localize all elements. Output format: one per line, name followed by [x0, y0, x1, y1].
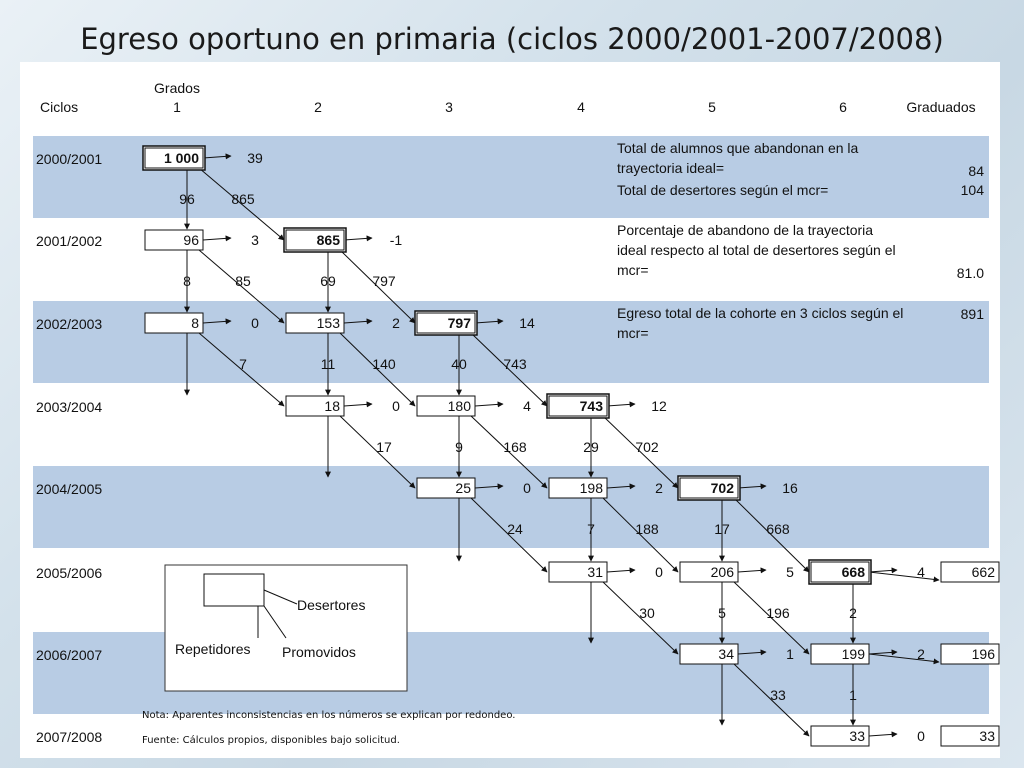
desertores-value: 4 [523, 398, 531, 414]
cohort-box-value: 18 [324, 398, 340, 414]
repeater-value: 69 [320, 273, 336, 289]
repeater-value: 96 [179, 191, 195, 207]
repeater-value: 5 [718, 605, 726, 621]
desertores-arrow [344, 404, 372, 406]
repeater-value: 1 [849, 687, 857, 703]
legend [165, 565, 407, 691]
repeater-value: 17 [714, 521, 730, 537]
desertores-value: 12 [651, 398, 667, 414]
cohort-box-value: 96 [183, 232, 199, 248]
graduation-arrow [869, 572, 939, 580]
promoted-value: 702 [635, 439, 659, 455]
desertores-arrow [344, 238, 372, 240]
desertores-value: 2 [655, 480, 663, 496]
desertores-value: -1 [389, 232, 403, 248]
grade-header: 5 [708, 99, 716, 115]
desertores-value: 0 [917, 728, 925, 744]
repeater-value: 2 [849, 605, 857, 621]
repeater-value: 9 [455, 439, 463, 455]
cohort-box-value: 668 [841, 564, 865, 580]
cycle-labels [36, 151, 102, 745]
promoted-value: 797 [372, 273, 396, 289]
cohort-flow-diagram [20, 62, 1000, 758]
promoted-value: 188 [635, 521, 659, 537]
cycle-label: 2006/2007 [36, 647, 103, 663]
promoted-value: 140 [372, 356, 396, 372]
desertores-arrow [607, 570, 635, 572]
repeater-value: 11 [320, 356, 336, 372]
desertores-value: 0 [523, 480, 531, 496]
cycle-label: 2000/2001 [36, 151, 103, 167]
promoted-value: 85 [235, 273, 251, 289]
repeater-value: 7 [587, 521, 595, 537]
slide-title: Egreso oportuno en primaria (ciclos 2000/2001-2007/2008) [80, 22, 944, 56]
promoted-value: 743 [503, 356, 527, 372]
cohort-box-value: 196 [971, 646, 995, 662]
legend-desertores-label: Desertores [297, 597, 366, 613]
desertores-value: 2 [917, 646, 925, 662]
grade-header: 3 [445, 99, 453, 115]
cycle-label: 2004/2005 [36, 481, 103, 497]
ciclos-header: Ciclos [40, 99, 79, 115]
stat-porcentaje-label-1: Porcentaje de abandono de la trayectoria [617, 222, 874, 238]
desertores-arrow [475, 404, 503, 406]
stat-abandono-label-2: trayectoria ideal= [617, 160, 725, 176]
promoted-value: 865 [231, 191, 255, 207]
legend-promovidos-label: Promovidos [282, 644, 356, 660]
cohort-diagram-panel [20, 62, 1000, 758]
cohort-box-value: 33 [849, 728, 865, 744]
desertores-value: 0 [251, 315, 259, 331]
stat-egreso-label-2: mcr= [617, 325, 649, 341]
desertores-value: 0 [655, 564, 663, 580]
cycle-label: 2002/2003 [36, 316, 103, 332]
promoted-value: 24 [507, 521, 523, 537]
desertores-value: 0 [392, 398, 400, 414]
desertores-value: 1 [786, 646, 794, 662]
desertores-value: 3 [251, 232, 259, 248]
cycle-label: 2005/2006 [36, 565, 103, 581]
desertores-value: 2 [392, 315, 400, 331]
stat-porcentaje-label-2: ideal respecto al total de desertores según el [617, 242, 896, 258]
grade-header: 4 [577, 99, 585, 115]
cohort-box-value: 34 [718, 646, 734, 662]
graduados-header: Graduados [906, 99, 976, 115]
cohort-box-value: 206 [710, 564, 734, 580]
desertores-arrow [607, 404, 635, 406]
desertores-arrow [203, 238, 231, 240]
cohort-box-value: 797 [447, 315, 471, 331]
cycle-label: 2001/2002 [36, 233, 103, 249]
desertores-value: 5 [786, 564, 794, 580]
cohort-box-value: 198 [579, 480, 603, 496]
repeater-value: 8 [183, 273, 191, 289]
cohort-box-value: 199 [841, 646, 865, 662]
repeater-value: 40 [451, 356, 467, 372]
cycle-label: 2003/2004 [36, 399, 103, 415]
grade-header: 6 [839, 99, 847, 115]
cohort-box-value: 865 [316, 232, 340, 248]
desertores-value: 39 [247, 150, 263, 166]
nota-footnote: Nota: Aparentes inconsistencias en los números se explican por redondeo. [142, 710, 516, 721]
stat-egreso-value: 891 [960, 306, 984, 322]
stat-desertores-value: 104 [960, 182, 984, 198]
cohort-box-value: 33 [979, 728, 995, 744]
promoted-value: 668 [766, 521, 790, 537]
stat-egreso-label-1: Egreso total de la cohorte en 3 ciclos según el [617, 305, 904, 321]
desertores-arrow [869, 734, 897, 736]
cycle-label: 2007/2008 [36, 729, 103, 745]
grados-header: Grados [154, 80, 200, 96]
stat-porcentaje-label-3: mcr= [617, 262, 649, 278]
promoted-value: 168 [503, 439, 527, 455]
desertores-value: 4 [917, 564, 925, 580]
desertores-value: 14 [519, 315, 535, 331]
grade-header: 2 [314, 99, 322, 115]
desertores-arrow [869, 570, 897, 572]
stat-porcentaje-value: 81.0 [956, 265, 984, 281]
cohort-box-value: 8 [191, 315, 199, 331]
stat-abandono-label-1: Total de alumnos que abandonan en la [617, 140, 859, 156]
promoted-value: 7 [239, 356, 247, 372]
promoted-value: 17 [376, 439, 392, 455]
desertores-arrow [738, 570, 766, 572]
cohort-box-value: 180 [447, 398, 471, 414]
cohort-box-value: 743 [579, 398, 603, 414]
grade-header: 1 [173, 99, 181, 115]
cohort-box-value: 31 [587, 564, 603, 580]
repeater-value: 29 [583, 439, 599, 455]
fuente-footnote: Fuente: Cálculos propios, disponibles bajo solicitud. [142, 735, 400, 746]
legend-frame [165, 565, 407, 691]
cohort-box-value: 662 [971, 564, 995, 580]
stat-desertores-label: Total de desertores según el mcr= [617, 182, 829, 198]
cohort-box-value: 1 000 [163, 150, 199, 166]
promoted-value: 196 [766, 605, 790, 621]
grade-headers [173, 99, 847, 115]
stat-abandono-value: 84 [968, 163, 984, 179]
cohort-box-value: 702 [710, 480, 734, 496]
cohort-box-value: 153 [316, 315, 340, 331]
desertores-value: 16 [782, 480, 798, 496]
promoted-value: 33 [770, 687, 786, 703]
cohort-box-value: 25 [455, 480, 471, 496]
legend-repetidores-label: Repetidores [175, 641, 251, 657]
promoted-value: 30 [639, 605, 655, 621]
